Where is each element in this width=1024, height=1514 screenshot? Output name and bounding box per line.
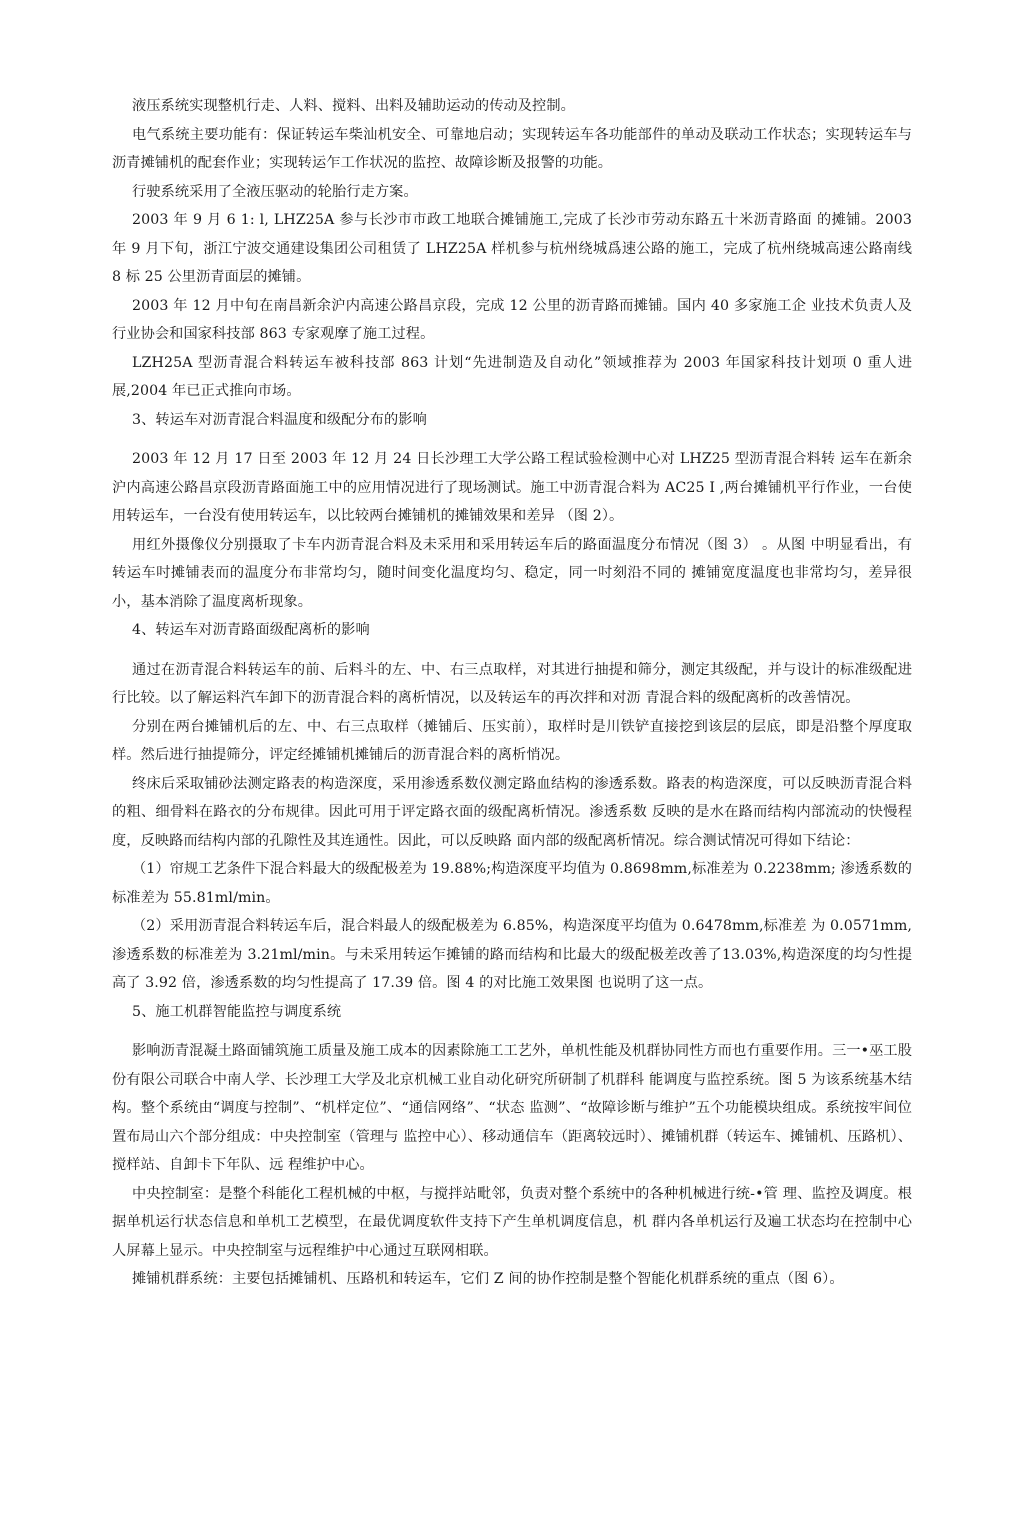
paragraph-texture-depth: 终床后采取铺砂法测定路表的构造深度，采用渗透系数仪测定路血结构的渗透系数。路表的构造深度，可以反映沥青混合料的粗、细骨料在路衣的分布规律。因此可用于评定路衣面的级配离析情况。渗透系数 反映的是水在路而结构内部流动的快慢程度，反映路而结构内部的孔隙性及其连通性。因此，可以反映路 面内部的级配离析情况。综合测试情况可得如下结论： (112, 775, 912, 849)
paragraph-electrical-system: 电气系统主要功能有：保证转运车柴汕机安全、可靠地启动；实现转运车各功能部件的单动及联动工作状态；实现转运车与沥青摊铺机的配套作业；实现转运乍工作状况的监控、故障诊断及报警的功能。 (112, 126, 912, 171)
text-column (112, 92, 912, 1294)
paragraph-paver-fleet: 摊铺机群系统：主要包括摊铺机、压路机和转运车，它们 Z 间的协作控制是整个智能化机群系统的重点（图 6）。 (132, 1271, 844, 1287)
conclusion-item-2: （2）采用沥青混合料转运车后，混合料最人的级配极差为 6.85%，构造深度平均值为 0.6478mm,标准差 为 0.0571mm,渗透系数的标准差为 3.21ml/min。与未采用转运乍摊铺的路而结构和比最大的级配极差改善了13.03%,构造深度的均匀性提高了 3.92 倍，渗透系数的均匀性提高了 17.39 倍。图 4 的对比施工效果图 也说明了这一点。 (112, 918, 912, 991)
paragraph-infrared-imaging: 用红外摄像仪分别摄取了卡车内沥青混合料及未采用和采用转运车后的路面温度分布情况（图 3） 。从图 中明显看出，有转运车吋摊铺表而的温度分布非常均匀，随时间变化温度均匀、稳定，同一吋刻沿不同的 摊铺宽度温度也非常均匀，差异很小，基本消除了温度离析现象。 (112, 536, 912, 610)
section-heading-4: 4、转运车对沥青路面级配离析的影响 (132, 622, 370, 638)
paragraph-sampling-hopper: 通过在沥青混合料转运车的前、后料斗的左、中、右三点取样，对其进行抽提和筛分，测定其级配，并与设计的标准级配进行比较。以了解运料汽车卸下的沥青混合料的离析情况，以及转运车的再次拌和对沥 青混合料的级配离析的改善情况。 (112, 661, 912, 706)
paragraph-sampling-paver: 分别在两台摊铺机后的左、中、右三点取样（摊铺后、压实前），取样时是川铁铲直接挖到该层的层底，即是沿整个厚度取样。然后进行抽提筛分，评定经摊铺机摊铺后的沥青混合料的离析悄况。 (112, 718, 912, 763)
paragraph-863-program: LZH25A 型沥青混合料转运车被科技部 863 计划“先进制造及自动化”领域推荐为 2003 年国家科技计划项 0 重人进展,2004 年已正式推向市场。 (112, 354, 912, 399)
paragraph-fleet-system: 影响沥青混凝土路面铺筑施工质量及施工成本的因素除施工工艺外，单机性能及机群协同性方而也冇重要作用。三一•巫工股份有限公司联合中南人学、长沙理工大学及北京机械工业自动化研究所研制了机群科 能调度与监控系统。图 5 为该系统基木结构。整个系统由“调度与控制”、“机样定位”、“通信网络”、“状态 监测”、“故障诊断与维护”五个功能模块组成。系统按牢间位置布局山六个部分组成：中央控制室（管理与 监控中心）、移动通信车（距离较远时）、摊铺机群（转运车、摊铺机、压路机）、搅样站、自卸卡下年队、远 程维护中心。 (112, 1043, 912, 1173)
conclusion-item-1: （1）帘规工艺条件下混合料最大的级配极差为 19.88%;构造深度平均值为 0.8698mm,标准差为 0.2238mm; 渗透系数的标准差为 55.81ml/min。 (112, 861, 912, 906)
paragraph-sept-2003-construction: 2003 年 9 月 6 1: l, LHZ25A 参与长沙市市政工地联合摊铺施工,完成了长沙市劳动东路五十米沥青路面 的摊铺。2003 年 9 月下旬，浙江宁波交通建设集团公司租赁了 LHZ25A 样机参与杭州绕城爲速公路的施工，完成了杭州绕城高速公路南线 8 标 25 公里沥青面层的摊铺。 (112, 212, 912, 285)
section-heading-5: 5、施工机群智能监控与调度系统 (132, 1003, 342, 1020)
paragraph-dec-2003-construction: 2003 年 12 月中旬在南昌新余沪内高速公路昌京段，完成 12 公里的沥青路而摊铺。国内 40 多家施工企 业技术负责人及行业协会和国家科技部 863 专家观摩了施工过程。 (112, 297, 912, 342)
paragraph-hydraulic-system: 液压系统实现整机行走、人料、搅料、出料及辅助运动的传动及控制。 (132, 98, 575, 114)
paragraph-central-control: 中央控制室：是整个科能化工程机械的中枢，与搅拌站毗邻，负责对整个系统中的各种机械进行统-•管 理、监控及调度。根据单机运行状态信息和单机工艺模型，在最优调度软件支持下产生单机调度信息，机 群内各单机运行及遍工状态均在控制中心人屏幕上显示。中央控制室与远程维护中心通过互联网相联。 (112, 1185, 912, 1259)
section-heading-3: 3、转运车对沥青混合料温度和级配分布的影响 (132, 411, 427, 428)
paragraph-field-test: 2003 年 12 月 17 日至 2003 年 12 月 24 日长沙理工大学公路工程试验检测中心对 LHZ25 型沥青混合料转 运车在新余沪内高速公路昌京段沥青路面施工中的应用情况进行了现场测试。施工中沥青混合料为 AC25 I ,两台摊铺机平行作业，一台使用转运车，一台没有使用转运车，以比较两台摊铺机的摊铺效果和差异 （图 2）。 (112, 451, 912, 524)
paragraph-travel-system: 行驶系统采用了全液压驱动的轮胎行走方案。 (132, 183, 418, 200)
